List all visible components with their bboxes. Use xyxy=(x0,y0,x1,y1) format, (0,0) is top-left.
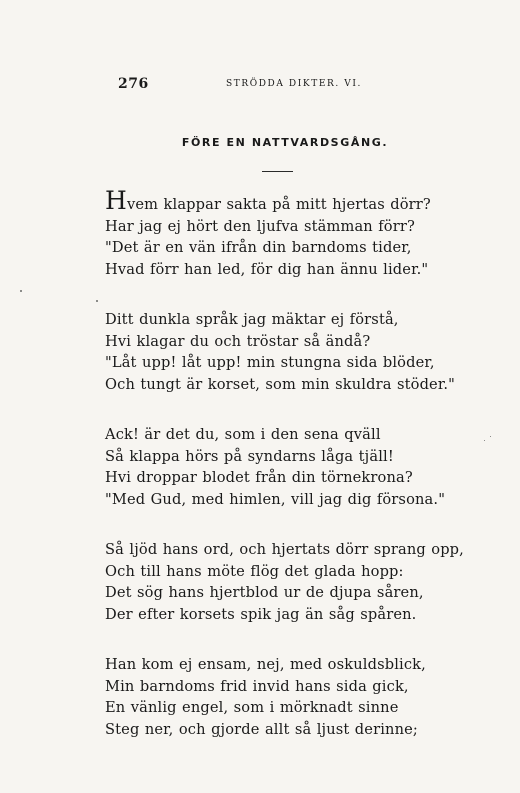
poem-title: FÖRE EN NATTVARDSGÅNG. xyxy=(181,136,389,149)
poem-line: Min barndoms frid invid hans sida gick, xyxy=(105,677,409,695)
poem-line: Ack! är det du, som i den sena qväll xyxy=(105,426,381,443)
first-line-text: vem klappar sakta på mitt hjertas dörr? xyxy=(126,196,431,213)
poem-line: Det sög hans hjertblod ur de djupa såren, xyxy=(105,584,424,601)
poem-line: Hvi klagar du och tröstar så ändå? xyxy=(105,332,371,350)
stanza-3 xyxy=(105,424,465,510)
poem-line: "Det är en vän ifrån din barndoms tider, xyxy=(105,239,412,256)
poem-line: Hvad förr han led, för dig han ännu lider." xyxy=(105,260,429,278)
poem-line: Der efter korsets spik jag än såg spåren. xyxy=(105,605,417,623)
running-head: STRÖDDA DIKTER. VI. xyxy=(226,79,362,89)
stanza-4 xyxy=(105,539,465,625)
scan-speck xyxy=(484,440,485,441)
poem-line: En vänlig engel, som i mörknadt sinne xyxy=(105,699,399,716)
drop-initial: H xyxy=(105,186,127,215)
scan-speck xyxy=(490,436,491,437)
poem-line: Ditt dunkla språk jag mäktar ej förstå, xyxy=(105,311,399,328)
poem-line: Har jag ej hört den ljufva stämman förr? xyxy=(105,217,415,235)
poem-body xyxy=(105,186,465,740)
poem-line: "Låt upp! låt upp! min stungna sida blöder, xyxy=(105,354,435,371)
stanza-1 xyxy=(105,186,465,280)
scan-speck xyxy=(20,290,22,292)
poem-line: Och till hans möte flög det glada hopp: xyxy=(105,562,404,580)
poem-line: Hvi droppar blodet från din törnekrona? xyxy=(105,469,413,486)
poem-line: Så ljöd hans ord, och hjertats dörr sprang opp, xyxy=(105,541,464,558)
poem-line: Han kom ej ensam, nej, med oskuldsblick, xyxy=(105,656,426,673)
stanza-2 xyxy=(105,309,465,395)
poem-line: "Med Gud, med himlen, vill jag dig försona." xyxy=(105,490,446,508)
stanza-5 xyxy=(105,654,465,740)
poem-line: Så klappa hörs på syndarns låga tjäll! xyxy=(105,447,394,465)
poem-line: Steg ner, och gjorde allt så ljust derinne; xyxy=(105,720,418,738)
poem-line xyxy=(105,186,465,216)
poem-line: Och tungt är korset, som min skuldra stöder." xyxy=(105,375,456,393)
scan-speck xyxy=(96,300,98,302)
title-divider xyxy=(262,171,293,172)
page-number: 276 xyxy=(118,76,149,92)
